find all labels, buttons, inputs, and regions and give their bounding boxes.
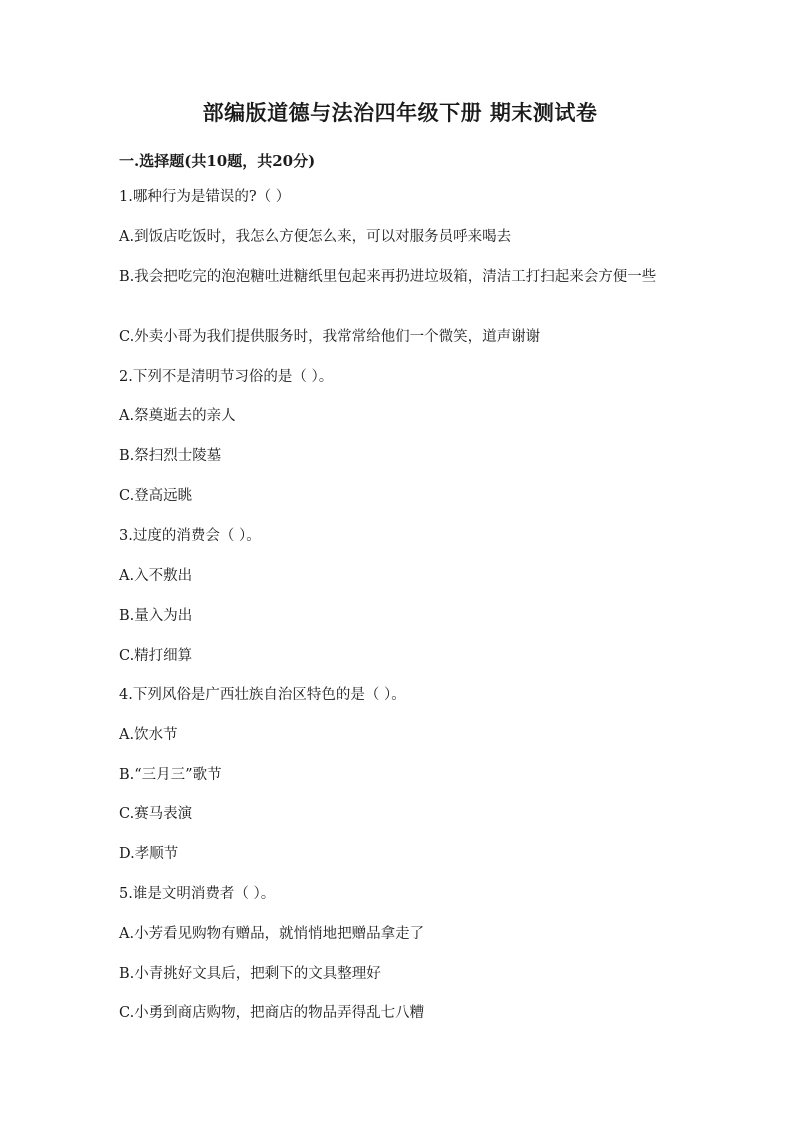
question-4-option-b: B.“三月三”歌节 <box>119 767 222 783</box>
question-3-stem: 3.过度的消费会（ ）。 <box>119 528 261 544</box>
question-3-option-b: B.量入为出 <box>119 608 193 624</box>
question-5-option-b: B.小青挑好文具后，把剩下的文具整理好 <box>119 966 381 982</box>
question-4-option-c: C.赛马表演 <box>119 806 193 822</box>
question-4-option-d: D.孝顺节 <box>119 846 179 862</box>
page-title: 部编版道德与法治四年级下册 期末测试卷 <box>202 100 598 125</box>
question-2-option-c: C.登高远眺 <box>119 488 193 504</box>
question-5-stem: 5.谁是文明消费者（ ）。 <box>119 886 276 902</box>
question-2-stem: 2.下列不是清明节习俗的是（ ）。 <box>119 369 334 385</box>
question-3-option-c: C.精打细算 <box>119 648 193 664</box>
question-1-option-c: C.外卖小哥为我们提供服务时，我常常给他们一个微笑，道声谢谢 <box>119 329 541 345</box>
question-3-option-a: A.入不敷出 <box>119 568 193 584</box>
question-5-option-a: A.小芳看见购物有赠品，就悄悄地把赠品拿走了 <box>119 926 425 942</box>
question-1-option-b: B.我会把吃完的泡泡糖吐进糖纸里包起来再扔进垃圾箱，清洁工打扫起来会方便一些 <box>119 269 657 285</box>
question-4-option-a: A.饮水节 <box>119 727 178 743</box>
question-5-option-c: C.小勇到商店购物，把商店的物品弄得乱七八糟 <box>119 1005 425 1021</box>
question-2-option-a: A.祭奠逝去的亲人 <box>119 408 236 424</box>
question-1-stem: 1.哪种行为是错误的?（ ） <box>119 189 291 205</box>
section-heading: 一.选择题(共10题，共20分) <box>119 152 316 170</box>
question-4-stem: 4.下列风俗是广西壮族自治区特色的是（ ）。 <box>119 687 406 703</box>
question-1-option-a: A.到饭店吃饭时，我怎么方便怎么来，可以对服务员呼来喝去 <box>119 229 512 245</box>
question-2-option-b: B.祭扫烈士陵墓 <box>119 448 222 464</box>
